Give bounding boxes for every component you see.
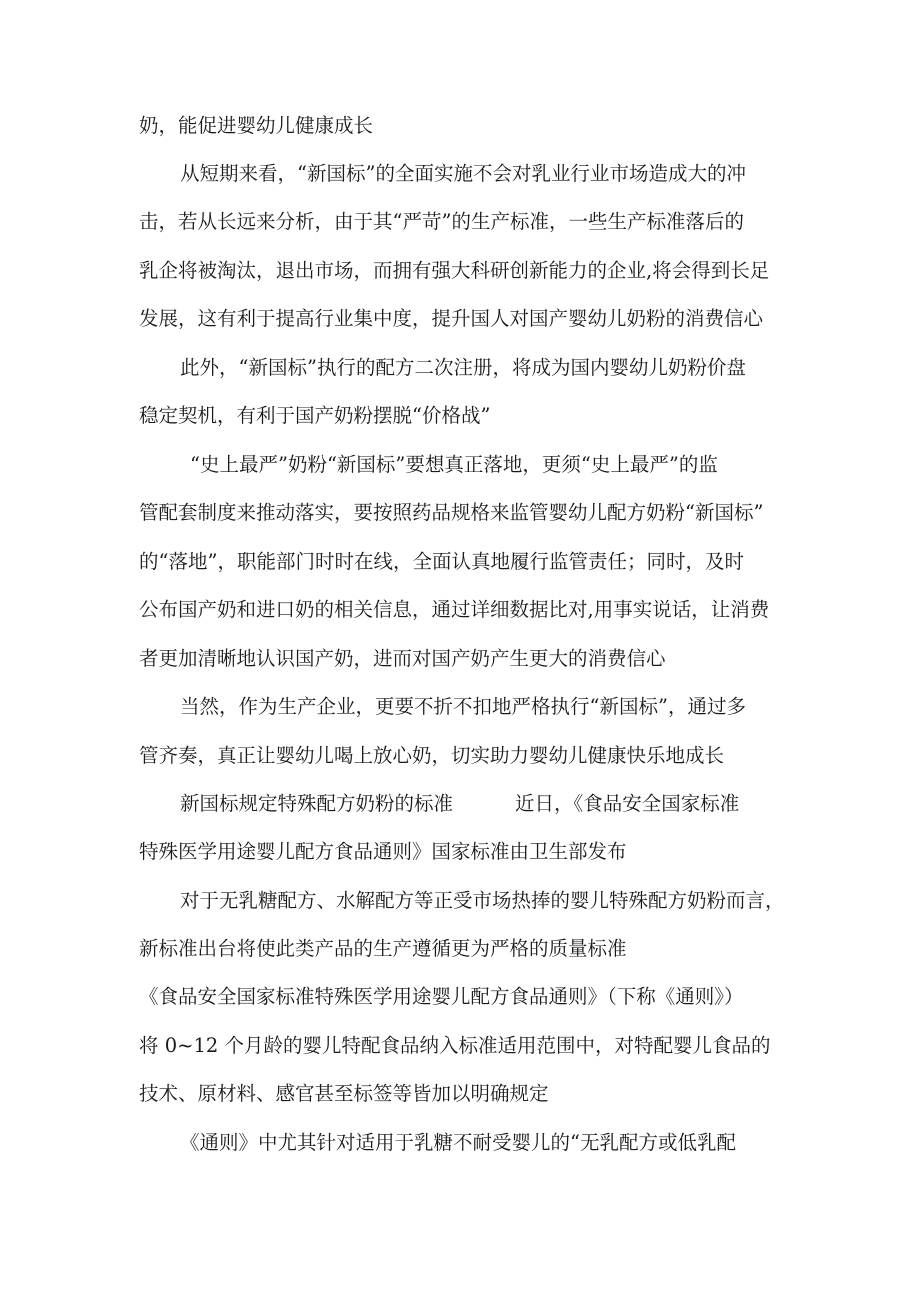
text-line: 对于无乳糖配方、水解配方等正受市场热捧的婴儿特殊配方奶粉而言， (180, 889, 785, 912)
text-line: 者更加清晰地认识国产奶，进而对国产奶产生更大的消费信心 (139, 647, 666, 670)
text-line: 稳定契机，有利于国产奶粉摆脱“价格战” (139, 404, 491, 427)
text-line: 击，若从长远来分析，由于其“严苛”的生产标准，一些生产标准落后的 (139, 210, 744, 233)
text-line: 的“落地”，职能部门时时在线，全面认真地履行监管责任；同时，及时 (139, 550, 744, 573)
text-line: 技术、原材料、感官甚至标签等皆加以明确规定 (139, 1082, 549, 1105)
text-line: 奶，能促进婴幼儿健康成长 (139, 114, 374, 137)
text-line: 当然，作为生产企业，更要不折不扣地严格执行“新国标”，通过多 (180, 695, 746, 718)
text-line: “史上最严”奶粉“新国标”要想真正落地，更须“史上最严”的监 (190, 453, 718, 476)
text-line: 发展，这有利于提高行业集中度，提升国人对国产婴幼儿奶粉的消费信心 (139, 307, 764, 330)
text-line: 公布国产奶和进口奶的相关信息，通过详细数据比对,用事实说话，让消费 (139, 598, 770, 621)
text-line: 乳企将被淘汰，退出市场，而拥有强大科研创新能力的企业,将会得到长足 (139, 259, 770, 282)
text-line: 管齐奏，真正让婴幼儿喝上放心奶，切实助力婴幼儿健康快乐地成长 (139, 744, 725, 767)
text-line: 管配套制度来推动落实，要按照药品规格来监管婴幼儿配方奶粉“新国标” (139, 501, 764, 524)
text-line: 将 0~12 个月龄的婴儿特配食品纳入标准适用范围中，对特配婴儿食品的 (139, 1034, 771, 1057)
text-line: 《通则》中尤其针对适用于乳糖不耐受婴儿的“无乳配方或低乳配 (180, 1131, 736, 1154)
text-line: 从短期来看，“新国标”的全面实施不会对乳业行业市场造成大的冲 (180, 162, 746, 185)
text-line: 新国标规定特殊配方奶粉的标准 近日，《食品安全国家标准 (180, 792, 740, 815)
text-line: 此外，“新国标”执行的配方二次注册，将成为国内婴幼儿奶粉价盘 (180, 356, 746, 379)
text-line: 新标准出台将使此类产品的生产遵循更为严格的质量标准 (139, 937, 627, 960)
text-line: 特殊医学用途婴儿配方食品通则》国家标准由卫生部发布 (139, 840, 627, 863)
text-line: 《食品安全国家标准特殊医学用途婴儿配方食品通则》（下称《通则》） (139, 985, 744, 1008)
